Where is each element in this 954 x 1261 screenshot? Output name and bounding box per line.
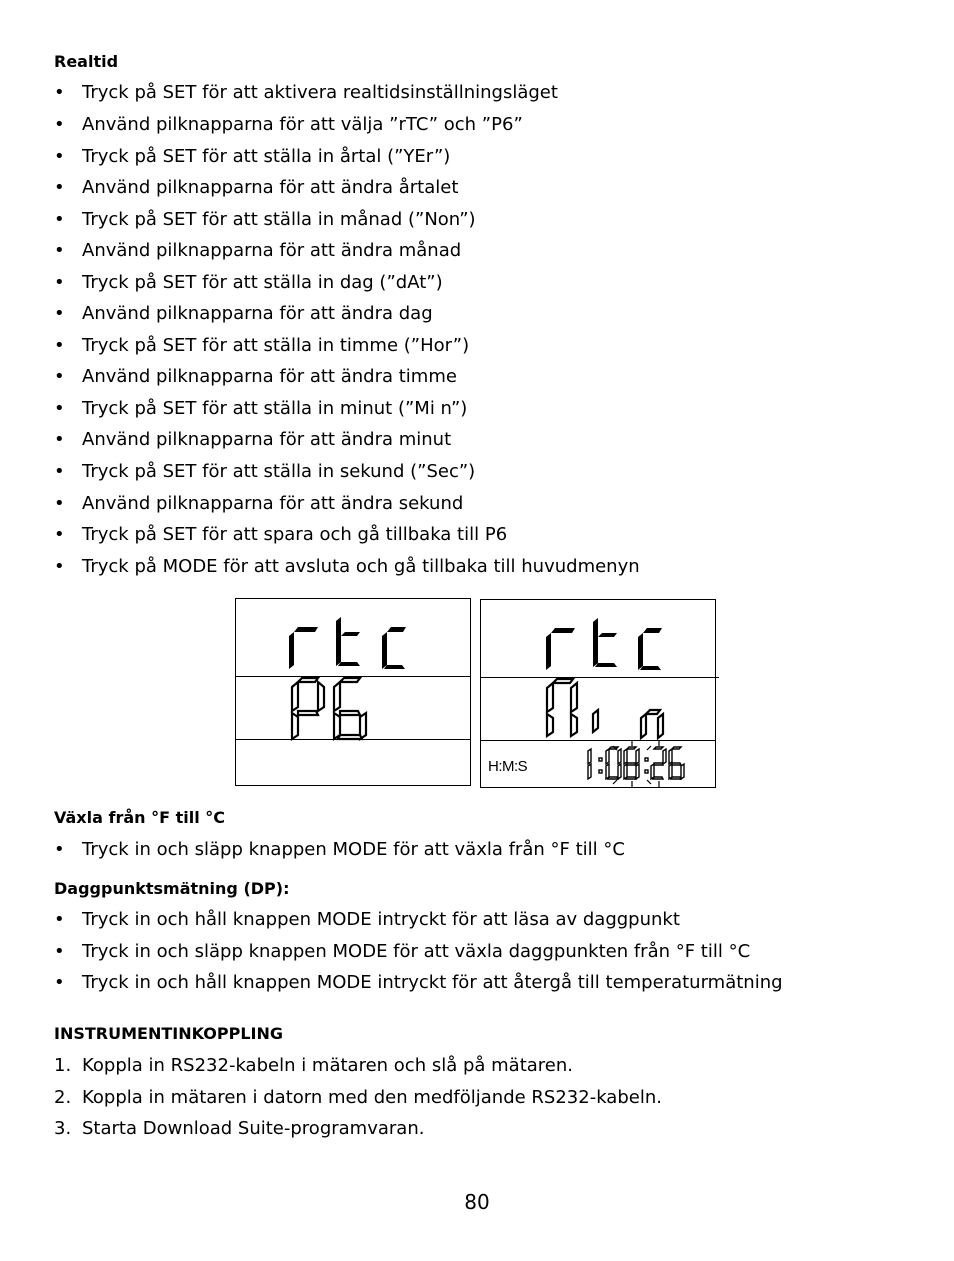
bullet: • (54, 82, 65, 103)
bullet: • (54, 240, 65, 261)
bullet: • (54, 177, 65, 198)
lcd-segment-glyphs (481, 600, 715, 787)
bullet: • (54, 209, 65, 230)
bullet: • (54, 941, 65, 962)
step-number: 2. (54, 1087, 72, 1108)
bullet: • (54, 524, 65, 545)
bullet: • (54, 461, 65, 482)
step-number: 1. (54, 1055, 72, 1076)
page-number: 80 (464, 1190, 490, 1214)
bullet: • (54, 366, 65, 387)
bullet: • (54, 335, 65, 356)
section-heading-dagg: Daggpunktsmätning (DP): (54, 879, 290, 898)
lcd-segment-glyphs (236, 599, 470, 785)
bullet: • (54, 556, 65, 577)
step-number: 3. (54, 1118, 72, 1139)
bullet: • (54, 493, 65, 514)
bullet: • (54, 909, 65, 930)
hms-label: H:M:S (488, 758, 528, 775)
bullet: • (54, 839, 65, 860)
section-heading-vaxla: Växla från °F till °C (54, 808, 225, 827)
section-heading-instrument: INSTRUMENTINKOPPLING (54, 1024, 283, 1043)
lcd-display-left (235, 598, 471, 786)
bullet: • (54, 272, 65, 293)
section-heading-realtid: Realtid (54, 52, 119, 71)
bullet: • (54, 972, 65, 993)
bullet: • (54, 429, 65, 450)
bullet: • (54, 303, 65, 324)
lcd-display-right (480, 599, 716, 788)
bullet: • (54, 114, 65, 135)
bullet: • (54, 146, 65, 167)
bullet: • (54, 398, 65, 419)
